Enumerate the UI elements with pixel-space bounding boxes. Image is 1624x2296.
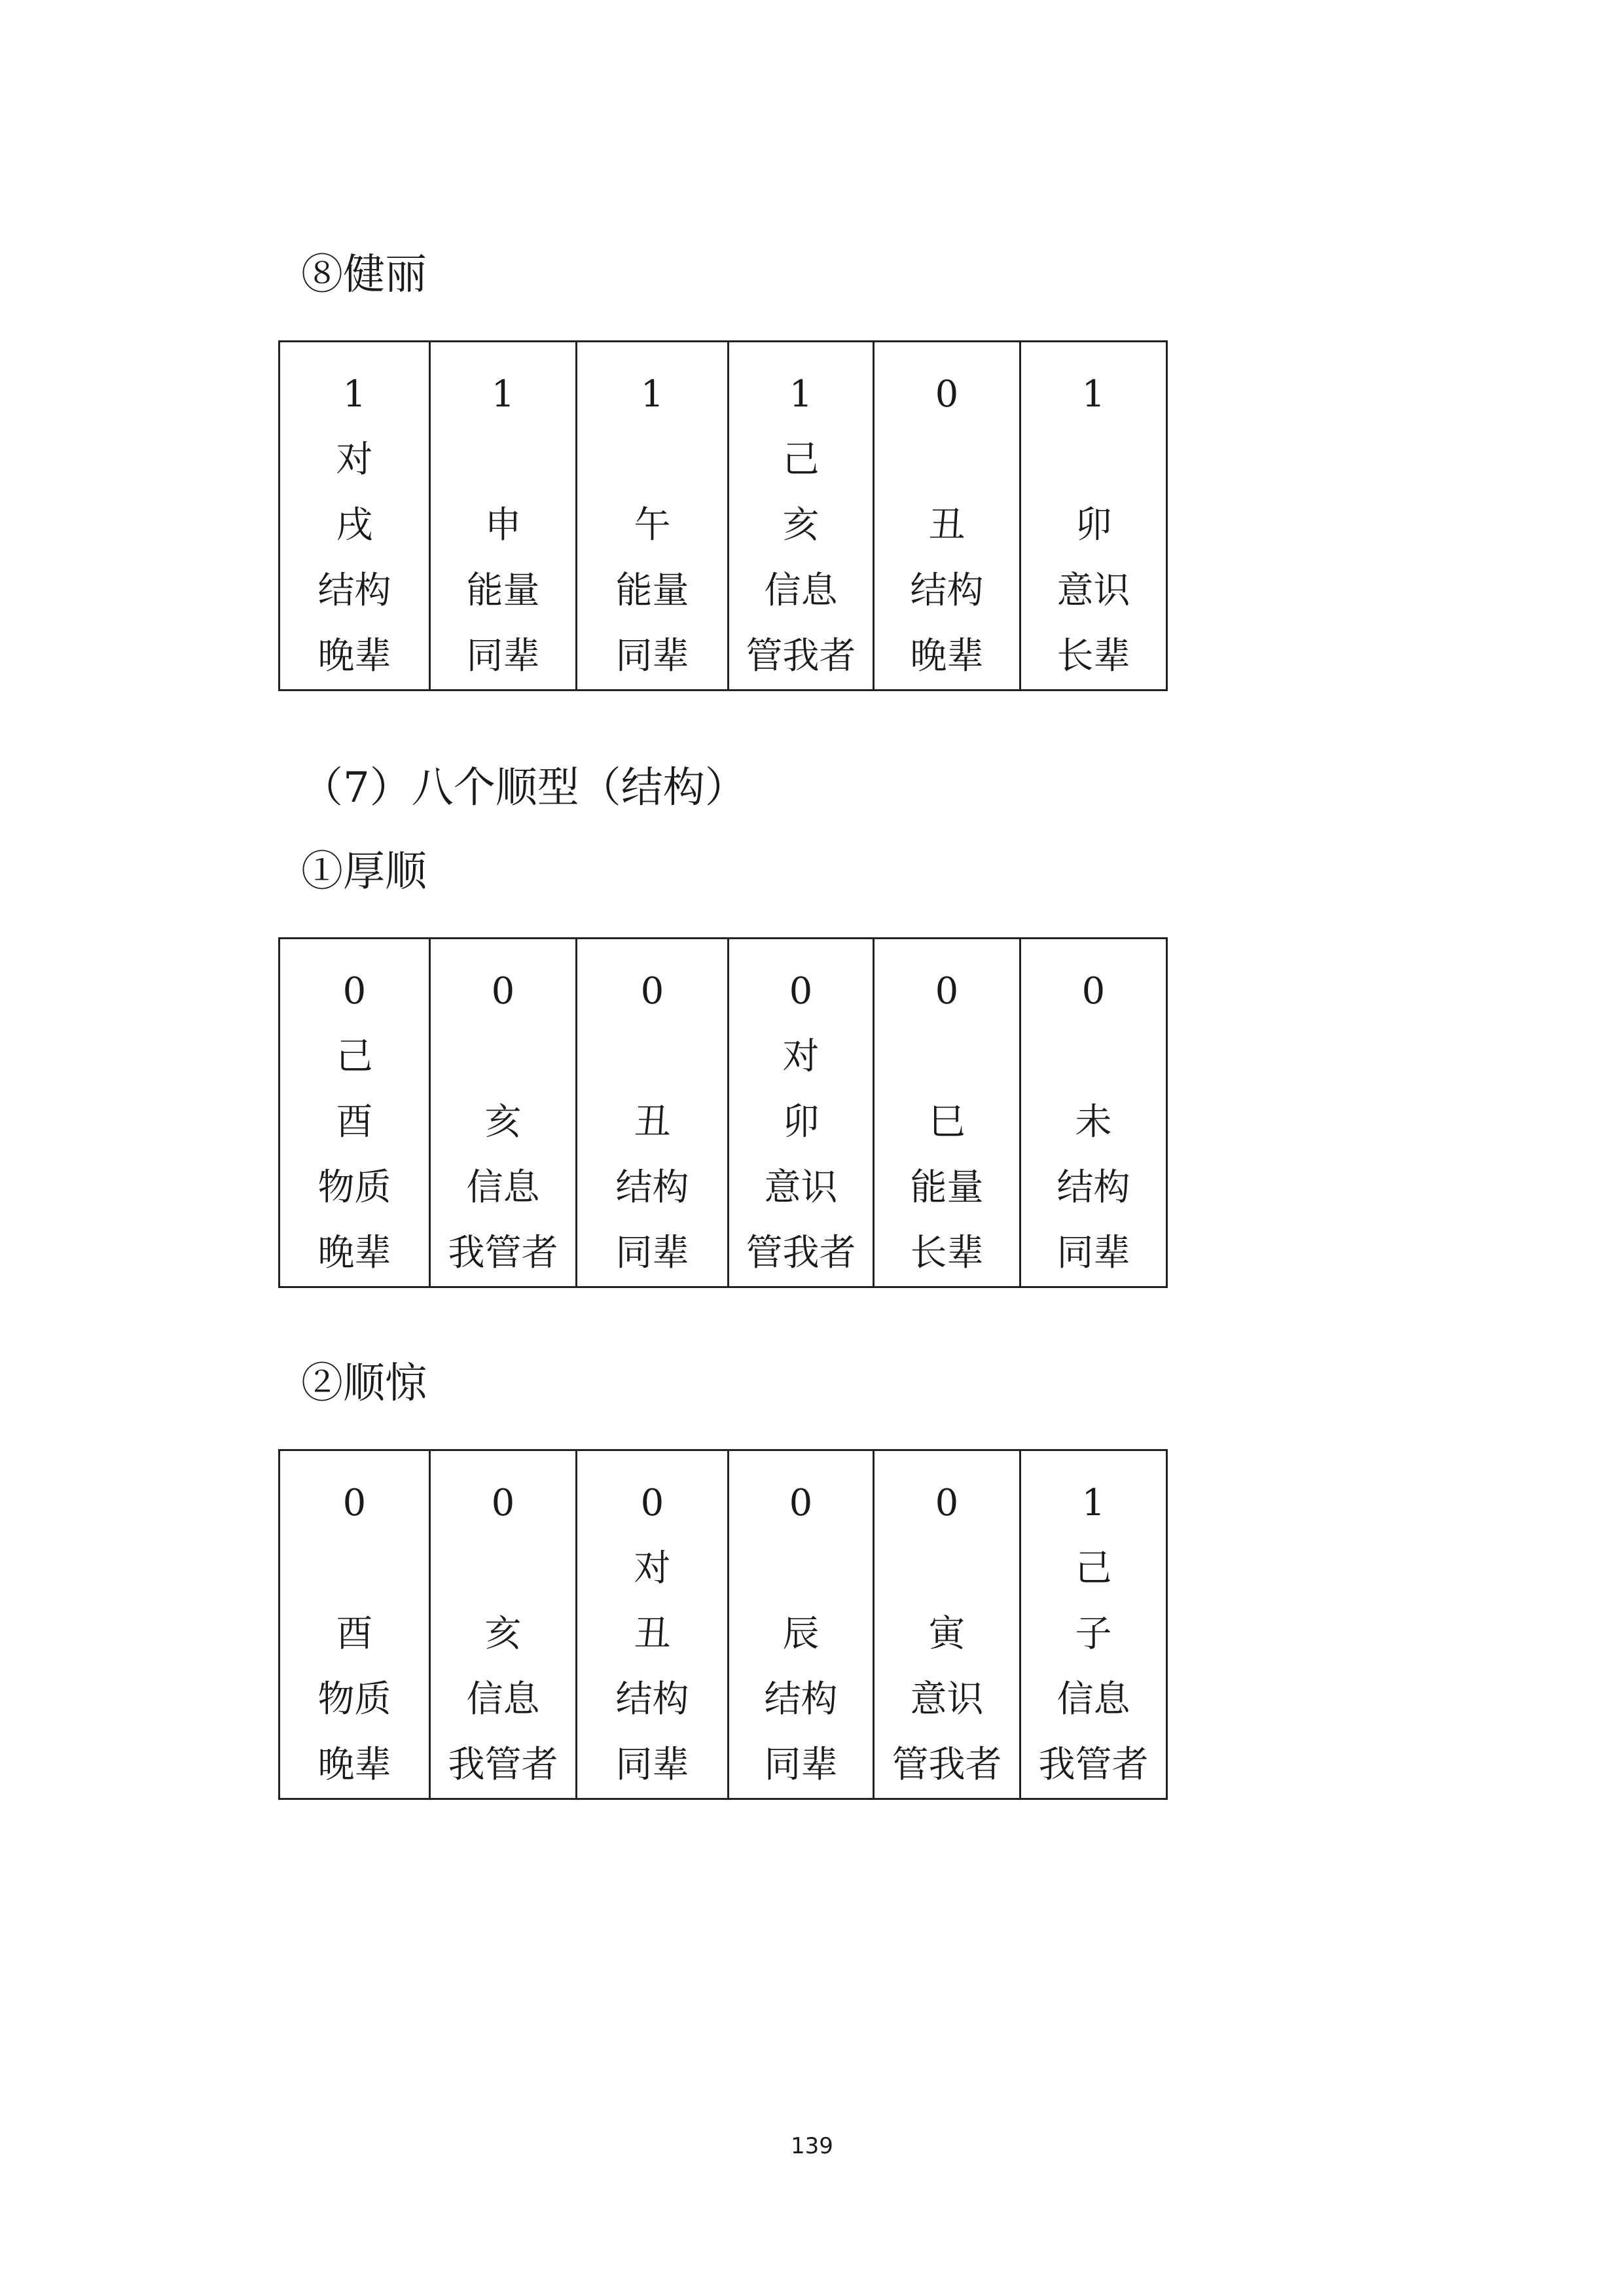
cell-line: 丑 (634, 1613, 671, 1655)
cell-line: 意识 (764, 1166, 838, 1209)
cell-line: 管我者 (892, 1744, 1002, 1786)
cell-line: 亥 (484, 1613, 522, 1655)
cell-line: 辰 (782, 1613, 820, 1655)
cell-line: 亥 (782, 504, 820, 547)
table-cell (874, 342, 1020, 691)
cell-line: 卯 (782, 1101, 820, 1143)
cell-line: 1 (491, 373, 515, 416)
table-cell (280, 939, 430, 1287)
table-cell (577, 939, 729, 1287)
cell-line: 同辈 (466, 635, 540, 677)
cell-line: 结构 (764, 1678, 838, 1721)
cell-line: 对 (634, 1547, 671, 1590)
section-subheading: （7）八个顺型（结构） (301, 764, 747, 812)
cell-line: 结构 (1056, 1166, 1130, 1209)
table-cell (280, 342, 430, 691)
cell-line: 管我者 (746, 1232, 856, 1274)
cell-line: 我管者 (1038, 1744, 1149, 1786)
table-cell (874, 939, 1020, 1287)
table-cell (430, 1450, 577, 1799)
cell-line: 长辈 (1056, 635, 1130, 677)
cell-line: 管我者 (746, 635, 856, 677)
cell-line: 亥 (484, 1101, 522, 1143)
cell-line: 同辈 (615, 1744, 689, 1786)
cell-line: 同辈 (615, 635, 689, 677)
table-row (280, 1450, 1167, 1799)
cell-line: 信息 (466, 1678, 540, 1721)
cell-line: 巳 (928, 1101, 965, 1143)
table-cell (1020, 939, 1167, 1287)
cell-line: 结构 (317, 569, 391, 612)
table-cell (280, 1450, 430, 1799)
cell-line: 1 (342, 373, 367, 416)
cell-line: 0 (491, 970, 515, 1013)
cell-line: 能量 (466, 569, 540, 612)
table-cell (1020, 1450, 1167, 1799)
cell-line: 0 (935, 1482, 959, 1524)
cell-line: 意识 (910, 1678, 984, 1721)
cell-line: 对 (782, 1035, 820, 1078)
table-cell (577, 342, 729, 691)
cell-line: 0 (935, 970, 959, 1013)
cell-line: 我管者 (448, 1744, 558, 1786)
cell-line: 0 (1081, 970, 1106, 1013)
cell-line: 我管者 (448, 1232, 558, 1274)
cell-line: 晚辈 (910, 635, 984, 677)
cell-line: 结构 (615, 1166, 689, 1209)
cell-line: 0 (935, 373, 959, 416)
cell-line: 晚辈 (317, 1232, 391, 1274)
cell-line: 结构 (910, 569, 984, 612)
cell-line: 未 (1075, 1101, 1112, 1143)
table-row (280, 342, 1167, 691)
cell-line: 信息 (764, 569, 838, 612)
cell-line: 0 (640, 1482, 664, 1524)
cell-line: 晚辈 (317, 635, 391, 677)
section-heading: ①厚顺 (301, 848, 427, 896)
cell-line: 1 (640, 373, 664, 416)
cell-line: 申 (484, 504, 522, 547)
table-cell (729, 939, 874, 1287)
table-cell (729, 1450, 874, 1799)
gua-table (278, 340, 1168, 691)
cell-line: 酉 (336, 1101, 373, 1143)
table-cell (874, 1450, 1020, 1799)
cell-line: 己 (336, 1035, 373, 1078)
cell-line: 同辈 (1056, 1232, 1130, 1274)
table-cell (729, 342, 874, 691)
cell-line: 同辈 (615, 1232, 689, 1274)
cell-line: 对 (336, 439, 373, 481)
cell-line: 0 (342, 1482, 367, 1524)
cell-line: 物质 (317, 1678, 391, 1721)
cell-line: 子 (1075, 1613, 1112, 1655)
table-cell (577, 1450, 729, 1799)
cell-line: 0 (640, 970, 664, 1013)
cell-line: 信息 (466, 1166, 540, 1209)
cell-line: 能量 (615, 569, 689, 612)
cell-line: 0 (789, 970, 813, 1013)
cell-line: 酉 (336, 1613, 373, 1655)
table-cell (430, 342, 577, 691)
cell-line: 午 (634, 504, 671, 547)
section-heading: ⑧健丽 (301, 251, 427, 299)
section-heading: ②顺惊 (301, 1359, 427, 1408)
cell-line: 戌 (336, 504, 373, 547)
cell-line: 1 (1081, 1482, 1106, 1524)
cell-line: 卯 (1075, 504, 1112, 547)
cell-line: 丑 (928, 504, 965, 547)
cell-line: 1 (789, 373, 813, 416)
cell-line: 同辈 (764, 1744, 838, 1786)
table-row (280, 939, 1167, 1287)
cell-line: 1 (1081, 373, 1106, 416)
table-cell (1020, 342, 1167, 691)
cell-line: 0 (491, 1482, 515, 1524)
cell-line: 意识 (1056, 569, 1130, 612)
cell-line: 丑 (634, 1101, 671, 1143)
cell-line: 0 (789, 1482, 813, 1524)
cell-line: 晚辈 (317, 1744, 391, 1786)
cell-line: 己 (782, 439, 820, 481)
cell-line: 能量 (910, 1166, 984, 1209)
cell-line: 结构 (615, 1678, 689, 1721)
cell-line: 物质 (317, 1166, 391, 1209)
cell-line: 信息 (1056, 1678, 1130, 1721)
table-cell (430, 939, 577, 1287)
cell-line: 己 (1075, 1547, 1112, 1590)
gua-table (278, 1449, 1168, 1800)
gua-table (278, 937, 1168, 1288)
cell-line: 长辈 (910, 1232, 984, 1274)
page-number: 139 (791, 2133, 833, 2159)
cell-line: 0 (342, 970, 367, 1013)
cell-line: 寅 (928, 1613, 965, 1655)
